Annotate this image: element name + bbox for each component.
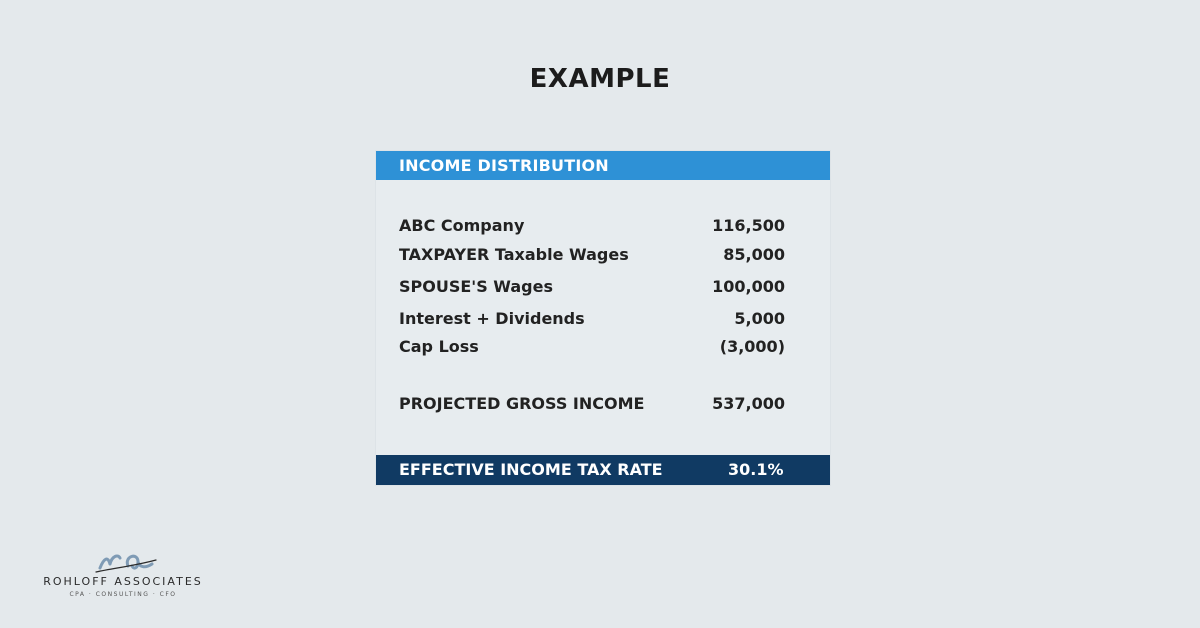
row-value: (3,000) bbox=[719, 337, 785, 356]
tax-rate-value: 30.1% bbox=[728, 460, 784, 479]
row-value: 116,500 bbox=[712, 216, 785, 235]
table-row bbox=[399, 244, 785, 266]
table-row bbox=[399, 276, 785, 298]
company-logo bbox=[30, 546, 216, 606]
logo-tagline: CPA · CONSULTING · CFO bbox=[69, 591, 177, 598]
row-value: 85,000 bbox=[723, 245, 785, 264]
logo-name: ROHLOFF ASSOCIATES bbox=[43, 575, 203, 588]
total-row bbox=[399, 393, 785, 415]
total-label: PROJECTED GROSS INCOME bbox=[399, 394, 645, 413]
row-label: ABC Company bbox=[399, 216, 525, 235]
row-label: SPOUSE'S Wages bbox=[399, 277, 553, 296]
total-value: 537,000 bbox=[712, 394, 785, 413]
page-title: EXAMPLE bbox=[529, 64, 671, 94]
table-row bbox=[399, 215, 785, 237]
logo-mark-icon bbox=[94, 546, 158, 578]
row-label: TAXPAYER Taxable Wages bbox=[399, 245, 629, 264]
tax-rate-label: EFFECTIVE INCOME TAX RATE bbox=[399, 460, 663, 479]
row-value: 100,000 bbox=[712, 277, 785, 296]
row-label: Interest + Dividends bbox=[399, 309, 585, 328]
table-row bbox=[399, 336, 785, 358]
table-row bbox=[399, 308, 785, 330]
income-distribution-table bbox=[376, 151, 830, 485]
row-value: 5,000 bbox=[734, 309, 785, 328]
table-header: INCOME DISTRIBUTION bbox=[376, 151, 830, 180]
row-label: Cap Loss bbox=[399, 337, 479, 356]
tax-rate-footer bbox=[376, 455, 830, 485]
